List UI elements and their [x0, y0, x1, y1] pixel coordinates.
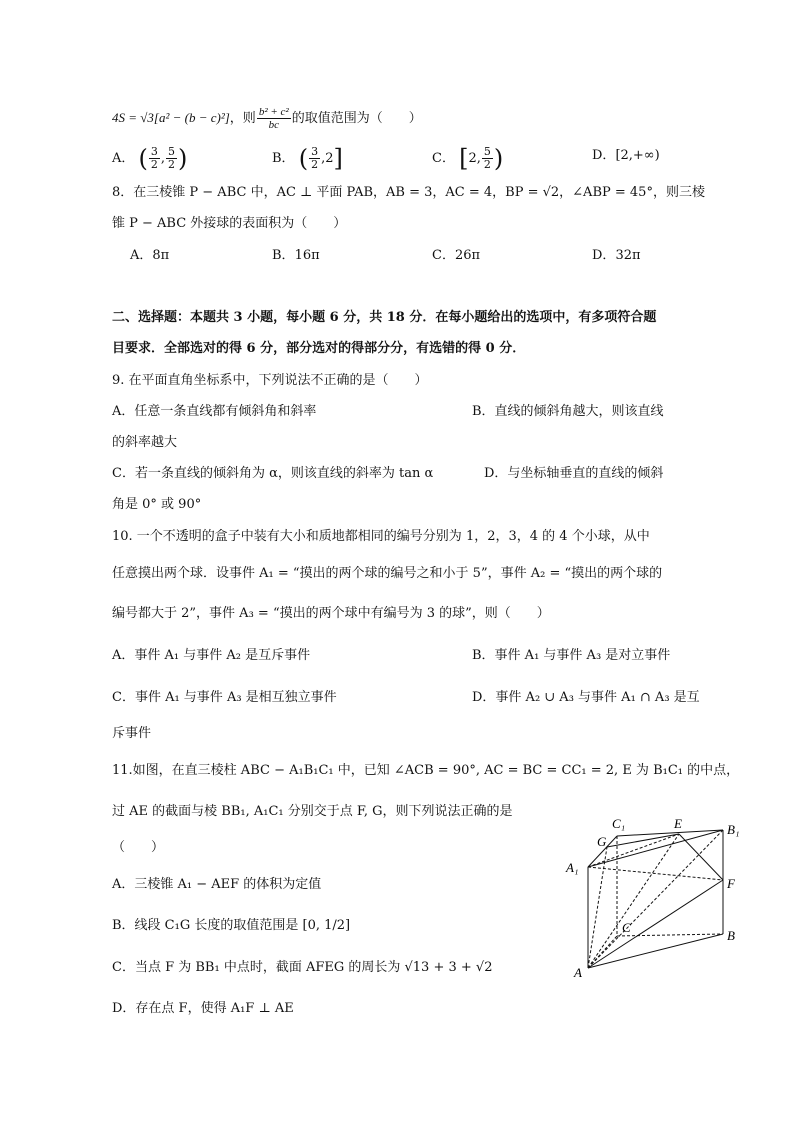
q10-option-a: A．事件 A₁ 与事件 A₂ 是互斥事件 — [112, 648, 311, 663]
label-a1: A₁ — [566, 860, 579, 875]
q8-option-a: A．8π — [130, 248, 170, 263]
q9-option-c: C．若一条直线的倾斜角为 α，则该直线的斜率为 tan α — [112, 466, 434, 481]
q8-line2: 锥 P − ABC 外接球的表面积为（ ） — [112, 216, 347, 231]
section2-line1: 二、选择题：本题共 3 小题，每小题 6 分，共 18 分．在每小题给出的选项中，有多项符合题 — [112, 310, 657, 325]
q9-option-d-1: D．与坐标轴垂直的直线的倾斜 — [484, 466, 664, 481]
label-b: B — [727, 928, 735, 943]
q11-option-d: D．存在点 F，使得 A₁F ⊥ AE — [112, 1001, 294, 1016]
q10-line1: 10. 一个不透明的盒子中装有大小和质地都相同的编号分别为 1，2，3，4 的 4 个小球，从中 — [112, 529, 650, 544]
q9-option-a: A．任意一条直线都有倾斜角和斜率 — [112, 404, 317, 419]
q7-option-b: B． ( $\frac{3}{2}$ ,2] — [272, 144, 343, 173]
q9-option-d-2: 角是 0° 或 90° — [112, 497, 202, 512]
q9-option-b-1: B．直线的倾斜角越大，则该直线 — [472, 404, 664, 419]
q10-option-b: B．事件 A₁ 与事件 A₃ 是对立事件 — [472, 648, 671, 663]
section2-line2: 目要求．全部选对的得 6 分，部分选对的得部分分，有选错的得 0 分． — [112, 341, 526, 356]
label-b1: B₁ — [727, 822, 740, 837]
q7-stem — [112, 106, 422, 131]
q9-stem: 9. 在平面直角坐标系中，下列说法不正确的是（ ） — [112, 373, 428, 388]
label-c: C — [622, 920, 631, 935]
q7-fraction: $\frac{\text{b² + c²}}{bc}$ — [258, 106, 289, 131]
label-f: F — [727, 876, 735, 891]
q11-option-c: C．当点 F 为 BB₁ 中点时，截面 AFEG 的周长为 √13 + 3 + √2 — [112, 960, 493, 975]
q9-option-b-2: 的斜率越大 — [112, 435, 178, 450]
q7-option-c: C． [2, $\frac{5}{2}$ ) — [432, 144, 504, 173]
q7-option-a: A． ( $\frac{3}{2}$ , $\frac{5}{2}$ ) — [112, 144, 188, 173]
q7-option-d: D．[2,+∞) — [592, 148, 660, 163]
q7-stem-text-2: 的取值范围为（ ） — [291, 111, 422, 126]
q8-option-d: D．32π — [592, 248, 641, 263]
q10-option-d-1: D．事件 A₂ ∪ A₃ 与事件 A₁ ∩ A₃ 是互 — [472, 690, 700, 705]
prism-figure — [560, 810, 760, 980]
q7-stem-text-1: ，则 — [229, 111, 256, 126]
q7-stem-math: 4S = √3[a² − (b − c)²] — [112, 110, 230, 125]
label-a: A — [574, 965, 582, 980]
q8-option-b: B．16π — [272, 248, 320, 263]
q11-line1: 11.如图，在直三棱柱 ABC − A₁B₁C₁ 中，已知 ∠ACB = 90°, AC = BC = CC₁ = 2, E 为 B₁C₁ 的中点， — [112, 763, 740, 778]
q8-option-c: C．26π — [432, 248, 481, 263]
q10-line3: 编号都大于 2”，事件 A₃ = “摸出的两个球中有编号为 3 的球”，则（ ） — [112, 606, 550, 621]
label-g: G — [597, 834, 607, 849]
label-c1: C₁ — [612, 816, 626, 831]
q11-option-a: A．三棱锥 A₁ − AEF 的体积为定值 — [112, 877, 322, 892]
q10-option-d-2: 斥事件 — [112, 726, 152, 741]
q10-line2: 任意摸出两个球．设事件 A₁ = “摸出的两个球的编号之和小于 5”，事件 A₂ = “摸出的两个球的 — [112, 566, 663, 581]
q10-option-c: C．事件 A₁ 与事件 A₃ 是相互独立事件 — [112, 690, 337, 705]
q11-line2: 过 AE 的截面与棱 BB₁, A₁C₁ 分别交于点 F, G，则下列说法正确的是 — [112, 804, 513, 819]
label-e: E — [674, 816, 682, 831]
q8-line1: 8．在三棱锥 P − ABC 中，AC ⊥ 平面 PAB，AB = 3，AC = 4，BP = √2，∠ABP = 45°，则三棱 — [112, 185, 705, 200]
q11-option-b: B．线段 C₁G 长度的取值范围是 [0, 1/2] — [112, 918, 351, 933]
q11-line3: （ ） — [112, 840, 165, 855]
